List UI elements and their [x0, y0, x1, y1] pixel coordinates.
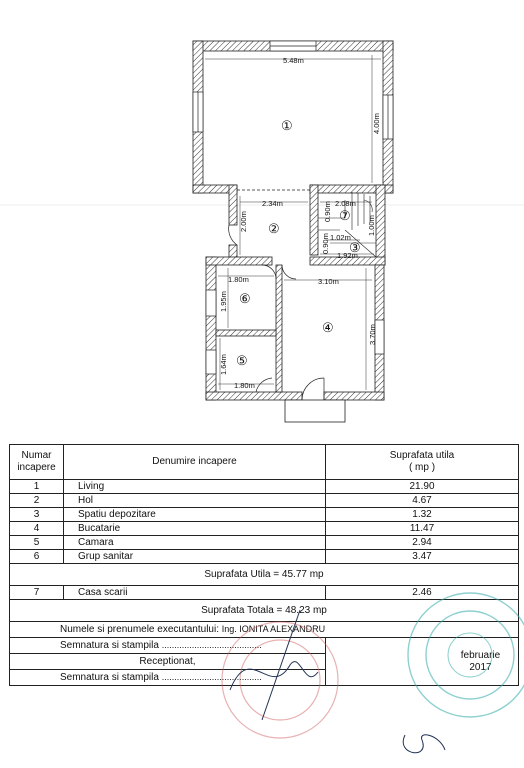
table-row [10, 494, 519, 508]
signature-row-1 [10, 638, 519, 654]
windows [193, 41, 393, 374]
dim-label: 1.92m [337, 251, 358, 260]
received-label: Receptionat, [10, 654, 326, 670]
row-number: 7 [10, 586, 64, 600]
table-row [10, 480, 519, 494]
table-header [10, 445, 519, 480]
header-area-title: Suprafata utila [389, 450, 455, 461]
grand-total-row [10, 600, 519, 622]
row-area: 2.94 [326, 536, 519, 550]
room-number-5: ⑤ [236, 353, 248, 368]
room-number-4: ④ [322, 320, 334, 335]
date-month: februarie [460, 649, 501, 661]
util-total-row [10, 564, 519, 586]
dim-label: 1.80m [228, 275, 249, 284]
row-area: 21.90 [326, 480, 519, 494]
row-area: 2.46 [326, 586, 519, 600]
dim-label: 3.70m [368, 324, 377, 345]
row-name: Camara [64, 536, 326, 550]
row-number: 1 [10, 480, 64, 494]
signature-dots: ........................................ [161, 672, 262, 682]
signature-label: Semnatura si stampila [60, 640, 159, 651]
row-name: Bucatarie [64, 522, 326, 536]
header-area-unit: ( mp ) [408, 462, 436, 473]
room-area-table [9, 444, 519, 686]
dim-label: 2.00m [239, 211, 248, 232]
signature-cell-2 [10, 670, 326, 686]
dim-label: 2.08m [335, 199, 356, 208]
table-row [10, 522, 519, 536]
dim-label: 1.00m [367, 215, 376, 236]
dim-label: 1.95m [219, 291, 228, 312]
dim-label: 1.64m [219, 354, 228, 375]
room-number-2: ② [268, 221, 280, 236]
row-number: 4 [10, 522, 64, 536]
row-name: Living [64, 480, 326, 494]
dim-label: 1.80m [234, 381, 255, 390]
room-number-3: ③ [349, 240, 361, 255]
executant-label: Numele si prenumele executantului: [60, 624, 219, 635]
row-number: 2 [10, 494, 64, 508]
row-name: Grup sanitar [64, 550, 326, 564]
date-year: 2017 [469, 661, 492, 673]
dim-label: 0.90m [321, 233, 330, 254]
dim-label: 5.48m [283, 56, 304, 65]
row-area: 3.47 [326, 550, 519, 564]
dim-label: 2.34m [262, 199, 283, 208]
entrance-step [285, 400, 345, 422]
dim-label: 4.00m [372, 113, 381, 134]
header-area [326, 445, 519, 480]
room-number-1: ① [281, 118, 293, 133]
room-number-6: ⑥ [239, 291, 251, 306]
row-name: Hol [64, 494, 326, 508]
executant-row [10, 622, 519, 638]
room-number-7: ⑦ [339, 208, 351, 223]
row-name: Casa scarii [64, 586, 326, 600]
date-cell [326, 638, 519, 686]
signature-label: Semnatura si stampila [60, 672, 159, 683]
row-number: 3 [10, 508, 64, 522]
signature-dots: ........................................ [161, 640, 262, 650]
row-area: 11.47 [326, 522, 519, 536]
executant-name: Ing. IONITA ALEXANDRU [221, 624, 326, 634]
dimension-labels [219, 56, 381, 390]
executant-cell [10, 622, 519, 638]
table-row [10, 550, 519, 564]
header-room-name: Denumire incapere [64, 445, 326, 480]
dim-label: 0.90m [323, 201, 332, 222]
row-name: Spatiu depozitare [64, 508, 326, 522]
grand-total: Suprafata Totala = 48.23 mp [10, 600, 519, 622]
signature-cell-1 [10, 638, 326, 654]
header-room-number: Numar incapere [10, 445, 64, 480]
util-total: Suprafata Utila = 45.77 mp [10, 564, 519, 586]
row-area: 1.32 [326, 508, 519, 522]
table-row [10, 508, 519, 522]
dim-label: 1.02m [330, 233, 351, 242]
row-number: 6 [10, 550, 64, 564]
table-row [10, 586, 519, 600]
row-number: 5 [10, 536, 64, 550]
dim-label: 3.10m [318, 277, 339, 286]
table-row [10, 536, 519, 550]
walls [193, 41, 393, 400]
row-area: 4.67 [326, 494, 519, 508]
